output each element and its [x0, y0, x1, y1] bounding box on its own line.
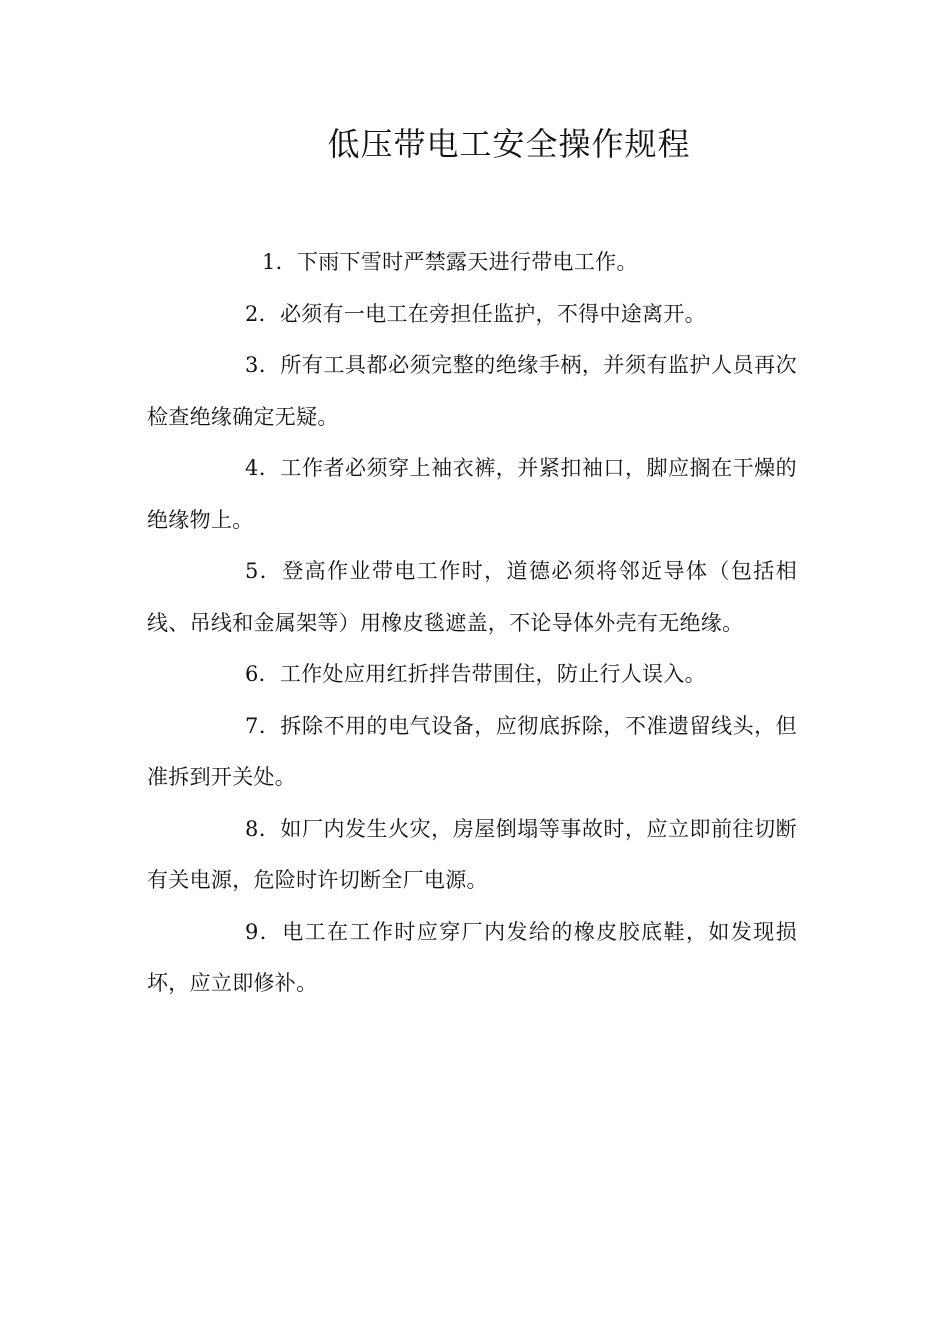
rule-item-9: 9．电工在工作时应穿厂内发给的橡皮胶底鞋，如发现损坏，应立即修补。: [147, 919, 797, 995]
rules-list: [147, 237, 797, 1010]
rule-item-5: 5．登高作业带电工作时，道德必须将邻近导体（包括相线、吊线和金属架等）用橡皮毯遮盖，不论导体外壳有无绝缘。: [147, 559, 797, 635]
rule-item-6: 6．工作处应用红折拌告带围住，防止行人误入。: [245, 662, 706, 686]
page-title: 低压带电工安全操作规程: [327, 125, 691, 163]
rule-item-2: 2．必须有一电工在旁担任监护，不得中途离开。: [245, 301, 706, 326]
rule-item-3: 3．所有工具都必须完整的绝缘手柄，并须有监护人员再次检查绝缘确定无疑。: [147, 353, 797, 429]
rule-item-4: 4．工作者必须穿上袖衣裤，并紧扣袖口，脚应搁在干燥的绝缘物上。: [147, 456, 797, 532]
rule-item-1: 1．下雨下雪时严禁露天进行带电工作。: [262, 250, 638, 274]
rule-item-7: 7．拆除不用的电气设备，应彻底拆除，不准遗留线头，但准拆到开关处。: [147, 713, 797, 789]
rule-item-8: 8．如厂内发生火灾，房屋倒塌等事故时，应立即前往切断有关电源，危险时许切断全厂电源。: [147, 816, 797, 892]
